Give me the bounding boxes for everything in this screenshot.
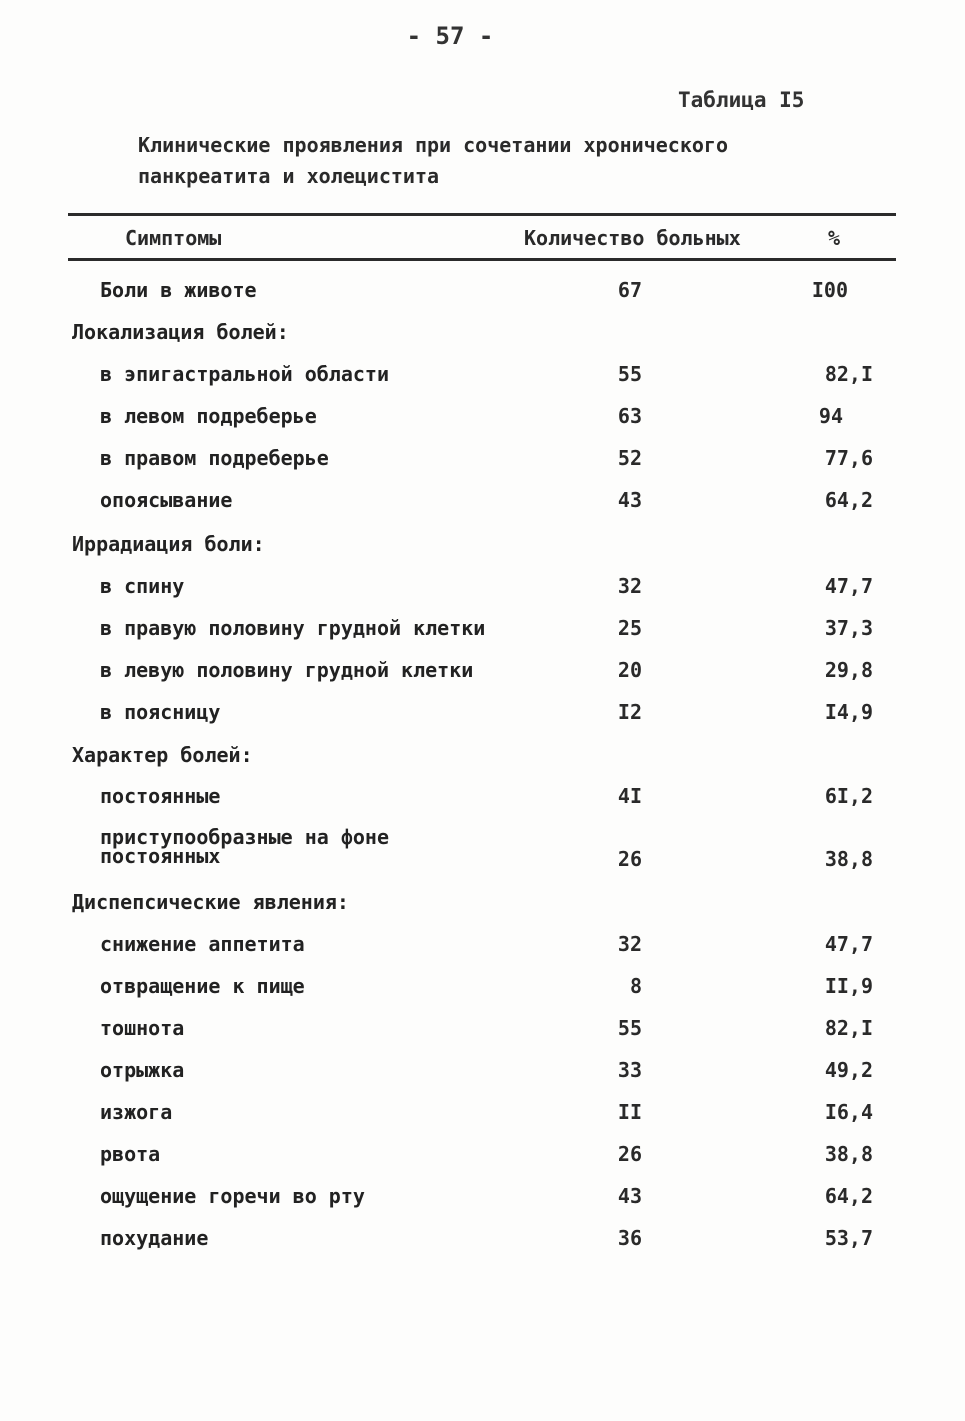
symptom-cell: в спину [100, 574, 185, 598]
table-row [0, 1226, 965, 1256]
count-cell: 32 [617, 932, 642, 956]
symptom-cell: в эпигастральной области [100, 362, 389, 386]
symptom-cell: в правую половину грудной клетки [100, 616, 486, 640]
symptom-cell: приступообразные на фоне постоянных [100, 825, 389, 868]
count-cell: 36 [617, 1226, 642, 1250]
count-cell: 26 [617, 847, 642, 871]
symptom-cell: изжога [100, 1100, 173, 1124]
count-cell: 20 [617, 658, 642, 682]
symptom-cell: опоясывание [100, 488, 233, 512]
section-heading: Диспепсические явления: [72, 890, 349, 914]
table-row [0, 974, 965, 1004]
table-row [0, 658, 965, 688]
percent-cell: 94 [818, 404, 843, 428]
header-count: Количество больных [524, 226, 741, 250]
count-cell: 63 [617, 404, 642, 428]
table-caption: Клинические проявления при сочетании хронического панкреатита и холецистита [138, 133, 729, 188]
symptom-cell: в левом подреберье [100, 404, 317, 428]
table-row [0, 743, 965, 773]
table-row [0, 404, 965, 434]
table-row [0, 700, 965, 730]
count-cell: 32 [617, 574, 642, 598]
count-cell: 33 [617, 1058, 642, 1082]
symptom-cell: снижение аппетита [100, 932, 305, 956]
symptom-cell: в правом подреберье [100, 446, 329, 470]
symptom-cell: отвращение к пище [100, 974, 305, 998]
percent-cell: I00 [811, 278, 848, 302]
percent-cell: II,9 [824, 974, 873, 998]
percent-cell: 29,8 [824, 658, 873, 682]
table-row [0, 825, 965, 871]
percent-cell: 37,3 [824, 616, 873, 640]
section-heading: Локализация болей: [72, 320, 289, 344]
section-heading: Иррадиация боли: [72, 532, 265, 556]
table-top-rule [68, 213, 896, 216]
table-row [0, 616, 965, 646]
table-row [0, 932, 965, 962]
count-cell: I2 [617, 700, 642, 724]
symptom-cell: Боли в животе [100, 278, 257, 302]
symptom-cell: рвота [100, 1142, 161, 1166]
count-cell: 55 [617, 362, 642, 386]
table-header-rule [68, 258, 896, 261]
table-row [0, 1184, 965, 1214]
table-row [0, 890, 965, 920]
symptom-cell: отрыжка [100, 1058, 185, 1082]
count-cell: 43 [617, 488, 642, 512]
count-cell: 8 [629, 974, 642, 998]
count-cell: 4I [617, 784, 642, 808]
page-number: - 57 - [406, 22, 494, 50]
percent-cell: 49,2 [824, 1058, 873, 1082]
count-cell: 43 [617, 1184, 642, 1208]
count-cell: 67 [617, 278, 642, 302]
count-cell: II [617, 1100, 642, 1124]
header-percent: % [828, 226, 841, 250]
table-row [0, 574, 965, 604]
symptom-cell: постоянные [100, 784, 221, 808]
percent-cell: 53,7 [824, 1226, 873, 1250]
count-cell: 25 [617, 616, 642, 640]
count-cell: 26 [617, 1142, 642, 1166]
table-row [0, 1100, 965, 1130]
header-symptoms: Симптомы [125, 226, 222, 250]
percent-cell: 82,I [824, 1016, 873, 1040]
symptom-cell: в левую половину грудной клетки [100, 658, 474, 682]
count-cell: 52 [617, 446, 642, 470]
percent-cell: 82,I [824, 362, 873, 386]
table-label: Таблица I5 [678, 88, 805, 112]
symptom-cell: похудание [100, 1226, 209, 1250]
percent-cell: 77,6 [824, 446, 873, 470]
percent-cell: 6I,2 [824, 784, 873, 808]
section-heading: Характер болей: [72, 743, 253, 767]
table-row [0, 320, 965, 350]
table-row [0, 278, 965, 308]
percent-cell: 47,7 [824, 932, 873, 956]
symptom-cell: тошнота [100, 1016, 185, 1040]
percent-cell: 64,2 [824, 1184, 873, 1208]
table-row [0, 1058, 965, 1088]
percent-cell: 38,8 [824, 1142, 873, 1166]
table-row [0, 532, 965, 562]
percent-cell: 38,8 [824, 847, 873, 871]
count-cell: 55 [617, 1016, 642, 1040]
table-row [0, 446, 965, 476]
percent-cell: I4,9 [824, 700, 873, 724]
table-row [0, 488, 965, 518]
table-row [0, 362, 965, 392]
table-row [0, 1142, 965, 1172]
percent-cell: I6,4 [824, 1100, 873, 1124]
symptom-cell: в поясницу [100, 700, 221, 724]
symptom-cell: ощущение горечи во рту [100, 1184, 365, 1208]
table-row [0, 784, 965, 814]
table-row [0, 1016, 965, 1046]
percent-cell: 47,7 [824, 574, 873, 598]
percent-cell: 64,2 [824, 488, 873, 512]
